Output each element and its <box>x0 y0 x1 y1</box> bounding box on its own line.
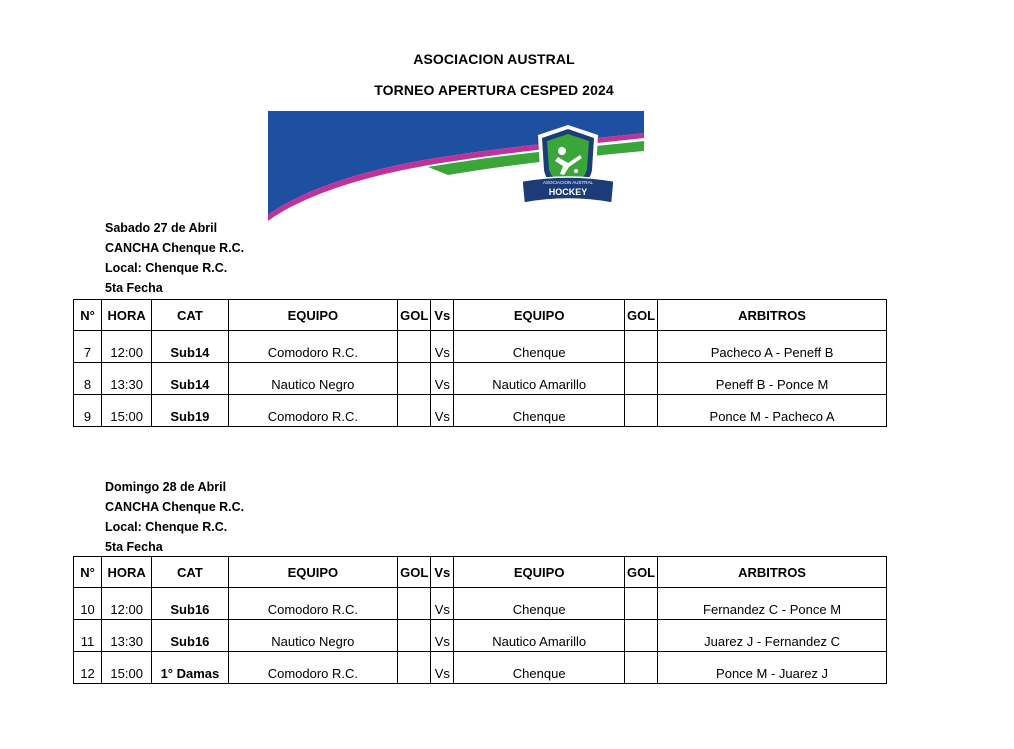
match-time: 12:00 <box>102 331 152 363</box>
referees: Peneff B - Ponce M <box>658 363 887 395</box>
hockey-banner-logo <box>268 111 644 224</box>
col-header-equipo2: EQUIPO <box>454 557 625 588</box>
table-row <box>74 620 887 652</box>
col-header-equipo2: EQUIPO <box>454 300 625 331</box>
away-goals <box>624 395 657 427</box>
match-time: 12:00 <box>102 588 152 620</box>
home-goals <box>398 395 431 427</box>
match-number: 8 <box>74 363 102 395</box>
match-number: 7 <box>74 331 102 363</box>
table-header-row <box>74 557 887 588</box>
referees: Ponce M - Pacheco A <box>658 395 887 427</box>
away-goals <box>624 588 657 620</box>
away-team: Nautico Amarillo <box>454 620 625 652</box>
home-goals <box>398 652 431 684</box>
home-goals <box>398 620 431 652</box>
vs-label: Vs <box>431 620 454 652</box>
referees: Ponce M - Juarez J <box>658 652 887 684</box>
referees: Juarez J - Fernandez C <box>658 620 887 652</box>
col-header-vs: Vs <box>431 300 454 331</box>
day-local: Local: Chenque R.C. <box>105 261 228 275</box>
day2-info <box>105 477 244 557</box>
col-header-gol1: GOL <box>398 557 431 588</box>
table-row <box>74 331 887 363</box>
home-team: Nautico Negro <box>228 363 398 395</box>
vs-label: Vs <box>431 363 454 395</box>
home-team: Comodoro R.C. <box>228 331 398 363</box>
day-fecha: 5ta Fecha <box>105 281 163 295</box>
col-header-gol2: GOL <box>624 300 657 331</box>
match-time: 15:00 <box>102 395 152 427</box>
day-date: Domingo 28 de Abril <box>105 480 227 494</box>
day-cancha: CANCHA Chenque R.C. <box>105 241 245 255</box>
away-team: Chenque <box>454 652 625 684</box>
schedule-table-day1 <box>73 299 887 427</box>
away-goals <box>624 620 657 652</box>
home-goals <box>398 331 431 363</box>
home-goals <box>398 588 431 620</box>
match-category: Sub16 <box>152 588 228 620</box>
table-row <box>74 395 887 427</box>
match-number: 12 <box>74 652 102 684</box>
org-title: ASOCIACION AUSTRAL <box>413 51 575 67</box>
match-number: 10 <box>74 588 102 620</box>
col-header-gol2: GOL <box>624 557 657 588</box>
col-header-vs: Vs <box>431 557 454 588</box>
day-fecha: 5ta Fecha <box>105 540 163 554</box>
referees: Pacheco A - Peneff B <box>658 331 887 363</box>
col-header-hora: HORA <box>102 300 152 331</box>
home-team: Comodoro R.C. <box>228 588 398 620</box>
col-header-cat: CAT <box>152 557 228 588</box>
col-header-equipo1: EQUIPO <box>228 300 398 331</box>
table-row <box>74 588 887 620</box>
vs-label: Vs <box>431 331 454 363</box>
away-goals <box>624 331 657 363</box>
col-header-equipo1: EQUIPO <box>228 557 398 588</box>
col-header-num: N° <box>74 300 102 331</box>
home-goals <box>398 363 431 395</box>
day-cancha: CANCHA Chenque R.C. <box>105 500 245 514</box>
away-team: Chenque <box>454 331 625 363</box>
table-row <box>74 363 887 395</box>
referees: Fernandez C - Ponce M <box>658 588 887 620</box>
table-header-row <box>74 300 887 331</box>
match-category: 1° Damas <box>152 652 228 684</box>
schedule-table-day2 <box>73 556 887 684</box>
tournament-title: TORNEO APERTURA CESPED 2024 <box>374 82 614 98</box>
away-team: Chenque <box>454 588 625 620</box>
match-category: Sub19 <box>152 395 228 427</box>
col-header-hora: HORA <box>102 557 152 588</box>
vs-label: Vs <box>431 588 454 620</box>
match-category: Sub16 <box>152 620 228 652</box>
home-team: Comodoro R.C. <box>228 395 398 427</box>
day1-info <box>105 218 244 298</box>
home-team: Comodoro R.C. <box>228 652 398 684</box>
table-row <box>74 652 887 684</box>
col-header-gol1: GOL <box>398 300 431 331</box>
match-number: 9 <box>74 395 102 427</box>
home-team: Nautico Negro <box>228 620 398 652</box>
match-time: 13:30 <box>102 620 152 652</box>
col-header-cat: CAT <box>152 300 228 331</box>
col-header-num: N° <box>74 557 102 588</box>
match-time: 13:30 <box>102 363 152 395</box>
match-category: Sub14 <box>152 363 228 395</box>
match-category: Sub14 <box>152 331 228 363</box>
day-date: Sabado 27 de Abril <box>105 221 218 235</box>
away-goals <box>624 652 657 684</box>
vs-label: Vs <box>431 395 454 427</box>
match-time: 15:00 <box>102 652 152 684</box>
vs-label: Vs <box>431 652 454 684</box>
col-header-arbitros: ARBITROS <box>658 300 887 331</box>
away-goals <box>624 363 657 395</box>
logo-subtext: ASOCIACION AUSTRAL <box>542 180 594 185</box>
away-team: Chenque <box>454 395 625 427</box>
match-number: 11 <box>74 620 102 652</box>
logo-text: HOCKEY <box>548 187 588 197</box>
day-local: Local: Chenque R.C. <box>105 520 228 534</box>
col-header-arbitros: ARBITROS <box>658 557 887 588</box>
away-team: Nautico Amarillo <box>454 363 625 395</box>
